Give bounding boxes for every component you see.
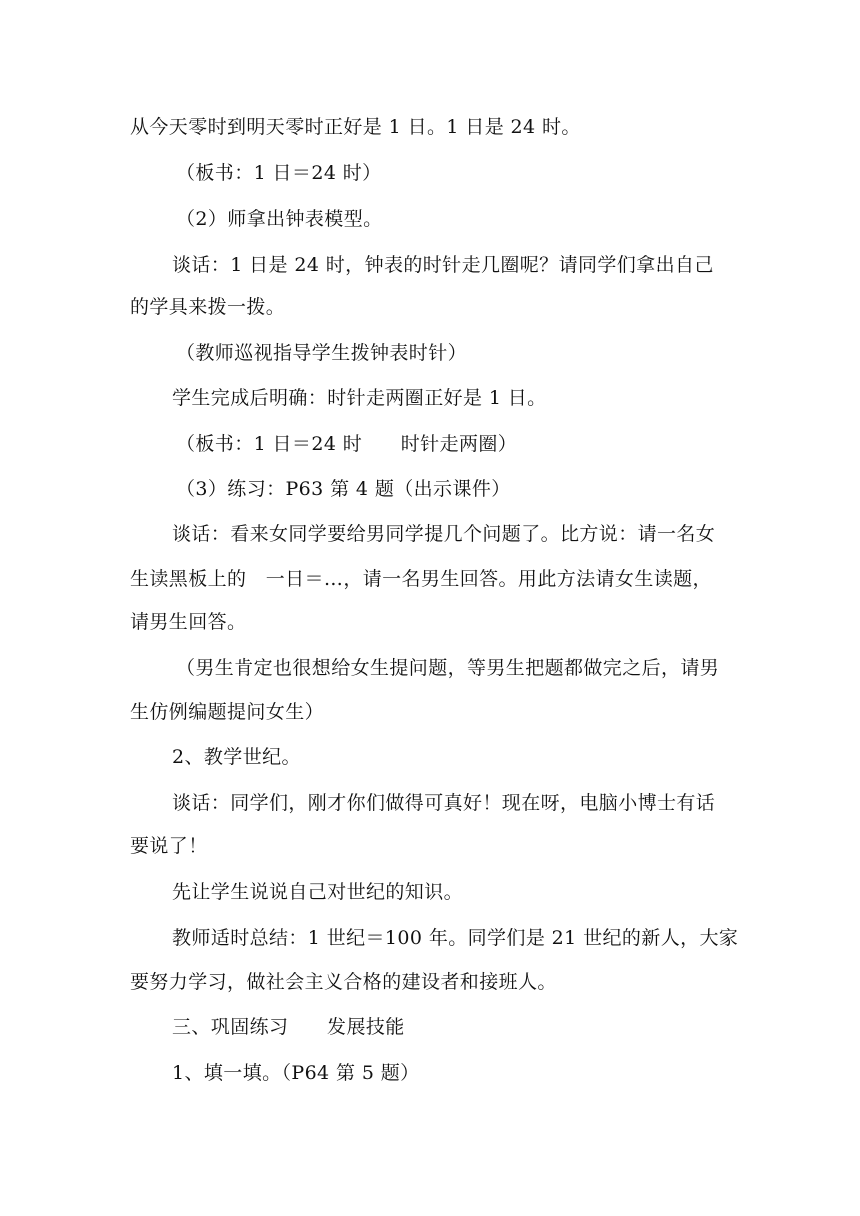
text-line-3: （2）师拿出钟表模型。 [176, 208, 383, 230]
text-line-4: 谈话：1 日是 24 时，钟表的时针走几圈呢？请同学们拿出自己 [172, 254, 714, 276]
text-line-7: 学生完成后明确：时针走两圈正好是 1 日。 [172, 387, 547, 409]
text-line-10: 谈话：看来女同学要给男同学提几个问题了。比方说：请一名女 [172, 523, 716, 545]
text-line-21: 三、巩固练习 发展技能 [172, 1016, 405, 1038]
text-line-22: 1、填一填。（P64 第 5 题） [172, 1062, 420, 1084]
text-line-20: 要努力学习，做社会主义合格的建设者和接班人。 [130, 971, 557, 993]
text-line-19: 教师适时总结：1 世纪＝100 年。同学们是 21 世纪的新人，大家 [172, 927, 739, 949]
text-line-18: 先让学生说说自己对世纪的知识。 [172, 881, 464, 903]
text-line-1: 从今天零时到明天零时正好是 1 日。1 日是 24 时。 [130, 116, 581, 138]
text-line-16: 谈话：同学们，刚才你们做得可真好！现在呀，电脑小博士有话 [172, 792, 716, 814]
text-line-8: （板书：1 日＝24 时 时针走两圈） [176, 433, 518, 455]
text-line-17: 要说了！ [130, 835, 208, 857]
text-line-12: 请男生回答。 [130, 611, 247, 633]
text-line-2: （板书：1 日＝24 时） [176, 162, 382, 184]
text-line-11: 生读黑板上的 一日＝…，请一名男生回答。用此方法请女生读题， [130, 568, 712, 590]
text-line-14: 生仿例编题提问女生） [130, 701, 325, 723]
text-line-9: （3）练习：P63 第 4 题（出示课件） [176, 478, 511, 500]
text-line-15: 2、教学世纪。 [172, 746, 301, 768]
text-line-6: （教师巡视指导学生拨钟表时针） [176, 342, 468, 364]
text-line-5: 的学具来拨一拨。 [130, 296, 286, 318]
text-line-13: （男生肯定也很想给女生提问题，等男生把题都做完之后，请男 [176, 657, 720, 679]
